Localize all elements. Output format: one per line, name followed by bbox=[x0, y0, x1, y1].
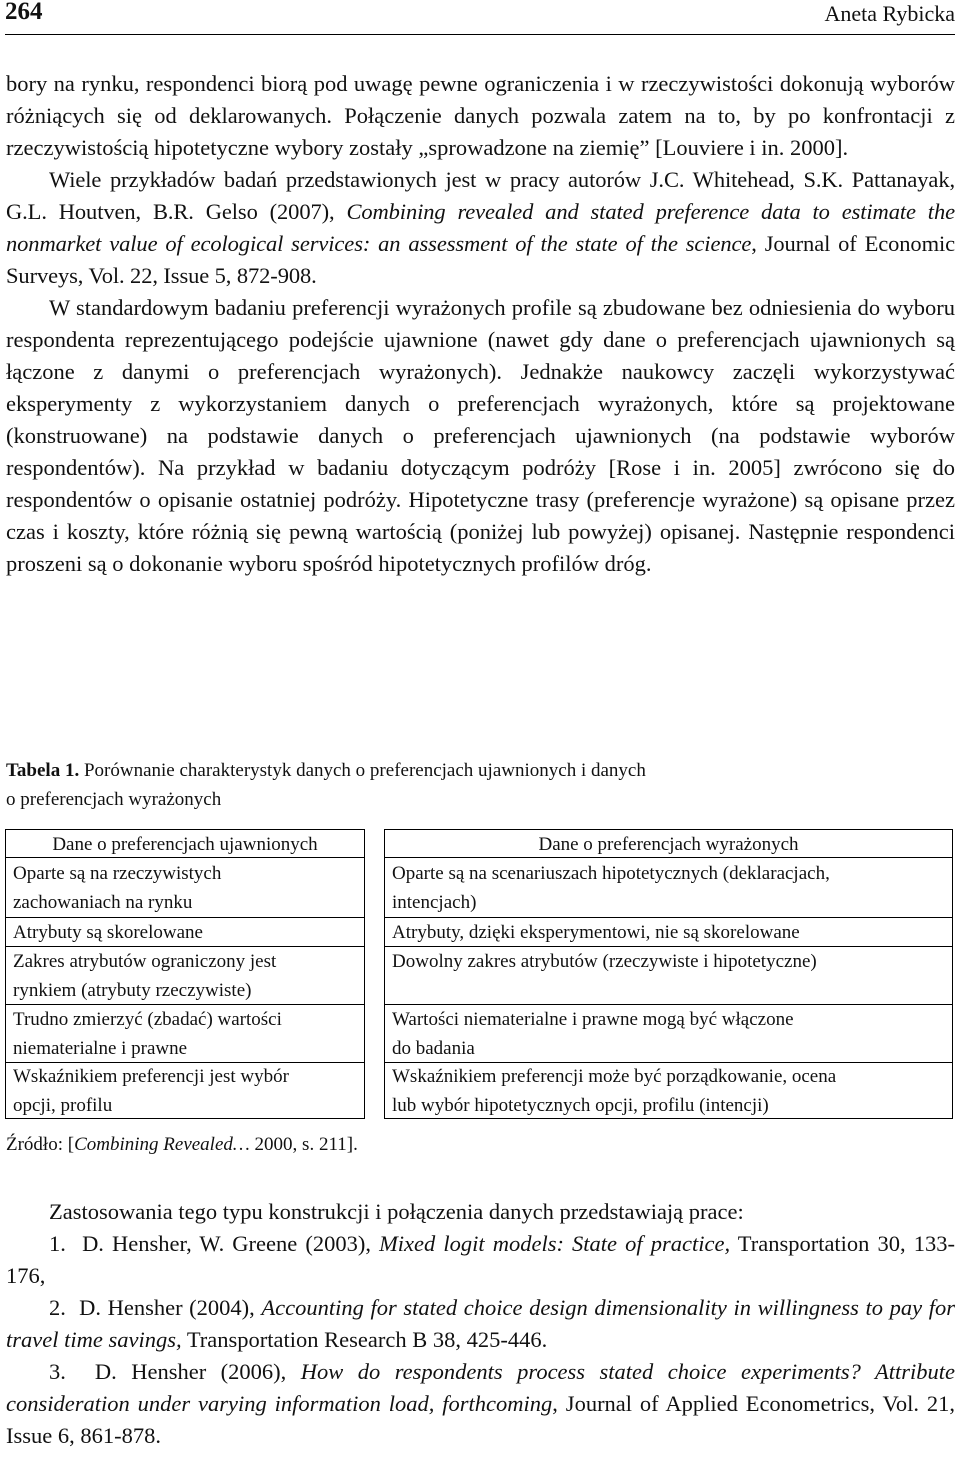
paragraph-2 bbox=[6, 164, 955, 292]
application-item-2: 2. D. Hensher (2004), Accounting for stated choice design dimensionality in willingness to pay for travel time savings, Transportation Research B 38, 425-446. bbox=[6, 1295, 955, 1352]
applications-section bbox=[6, 1196, 955, 1452]
table-rule bbox=[6, 857, 364, 858]
page-header bbox=[5, 0, 955, 35]
right-cell-2: Atrybuty, dzięki eksperymentowi, nie są skorelowane bbox=[392, 922, 800, 943]
right-cell-5: Wskaźnikiem preferencji może być porządkowanie, ocena lub wybór hipotetycznych opcji, profilu (intencji) bbox=[392, 1066, 837, 1116]
table-label: Tabela 1. bbox=[6, 760, 80, 781]
table-caption-line-2: o preferencjach wyrażonych bbox=[6, 789, 222, 810]
paragraph-1: bory na rynku, respondenci biorą pod uwagę pewne ograniczenia i w rzeczywistości dokonują wyborów różniących się od deklarowanych. Połączenie danych pozwala zatem na to, by po konfrontacji z rzeczywistością hipotetyczne wybory zostały „sprowadzone na ziemię” [Louviere i in. 2000]. bbox=[6, 71, 955, 160]
paragraph-2-lead: Wiele przykładów badań przedstawionych jest w pracy autorów J.C. Whitehead, S.K. Pattanayak, G.L. Houtven, B.R. Gelso (2007), bbox=[6, 167, 955, 224]
right-cell-1: Oparte są na scenariuszach hipotetycznych (deklaracjach, intencjach) bbox=[392, 863, 830, 913]
left-column-header: Dane o preferencjach ujawnionych bbox=[52, 834, 318, 855]
left-cell-3: Zakres atrybutów ograniczony jest rynkiem (atrybuty rzeczywiste) bbox=[13, 951, 277, 1001]
table-source: Źródło: [Combining Revealed… 2000, s. 211]. bbox=[6, 1134, 358, 1155]
applications-intro: Zastosowania tego typu konstrukcji i połączenia danych przedstawiają prace: bbox=[49, 1199, 744, 1224]
left-cell-2: Atrybuty są skorelowane bbox=[13, 922, 203, 943]
table-caption-line-1: Porównanie charakterystyk danych o preferencjach ujawnionych i danych bbox=[83, 760, 646, 781]
main-text bbox=[6, 68, 955, 580]
right-cell-3: Dowolny zakres atrybutów (rzeczywiste i hipotetyczne) bbox=[392, 951, 817, 972]
running-head-author: Aneta Rybicka bbox=[824, 1, 955, 26]
application-item-1: 1. D. Hensher, W. Greene (2003), Mixed logit models: State of practice, Transportation 30, 133-176, bbox=[6, 1231, 955, 1288]
right-cell-4: Wartości niematerialne i prawne mogą być włączone do badania bbox=[392, 1009, 794, 1059]
table-caption bbox=[6, 756, 886, 814]
table-left-column bbox=[5, 829, 365, 1119]
left-cell-1: Oparte są na rzeczywistych zachowaniach na rynku bbox=[13, 863, 222, 913]
paragraph-2-tail: , Journal of Economic Surveys, Vol. 22, Issue 5, 872-908. bbox=[6, 231, 956, 288]
application-item-3: 3. D. Hensher (2006), How do respondents process stated choice experiments? Attribute consideration under varying information load, forthcoming, Journal of Applied Econometrics, Vol. 21, Issue 6, 861-878. bbox=[6, 1359, 956, 1448]
right-column-header: Dane o preferencjach wyrażonych bbox=[538, 834, 799, 855]
table-rule bbox=[385, 857, 952, 858]
table-right-column bbox=[384, 829, 953, 1119]
paragraph-3: W standardowym badaniu preferencji wyrażonych profile są zbudowane bez odniesienia do wyboru respondenta reprezentującego podejście ujawnione (nawet gdy dane o preferencjach ujawnionych są łączone z danymi o preferencjach wyrażonych). Jednakże naukowcy zaczęli wykorzystywać eksperymenty z wykorzystaniem danych o preferencjach wyrażonych, które są projektowane (konstruowane) na podstawie danych o preferencjach ujawnionych (na podstawie wyborów respondentów). Na przykład w badaniu dotyczącym podróży [Rose i in. 2005] zwrócono się do respondentów o opisanie ostatniej podróży. Hipotetyczne trasy (preferencje wyrażone) są opisane przez czas i koszty, które różnią się pewną wartością (poniżej lub powyżej) opisanej. Następnie respondenci proszeni są o dokonanie wyboru spośród hipotetycznych profilów dróg. bbox=[6, 295, 955, 576]
page-number: 264 bbox=[5, 0, 43, 25]
left-cell-4: Trudno zmierzyć (zbadać) wartości niematerialne i prawne bbox=[13, 1009, 282, 1059]
left-cell-5: Wskaźnikiem preferencji jest wybór opcji, profilu bbox=[13, 1066, 289, 1116]
paragraph-2-article-title: Combining revealed and stated preference data to estimate the nonmarket value of ecological services: an assessment of the state of the science bbox=[6, 199, 955, 256]
